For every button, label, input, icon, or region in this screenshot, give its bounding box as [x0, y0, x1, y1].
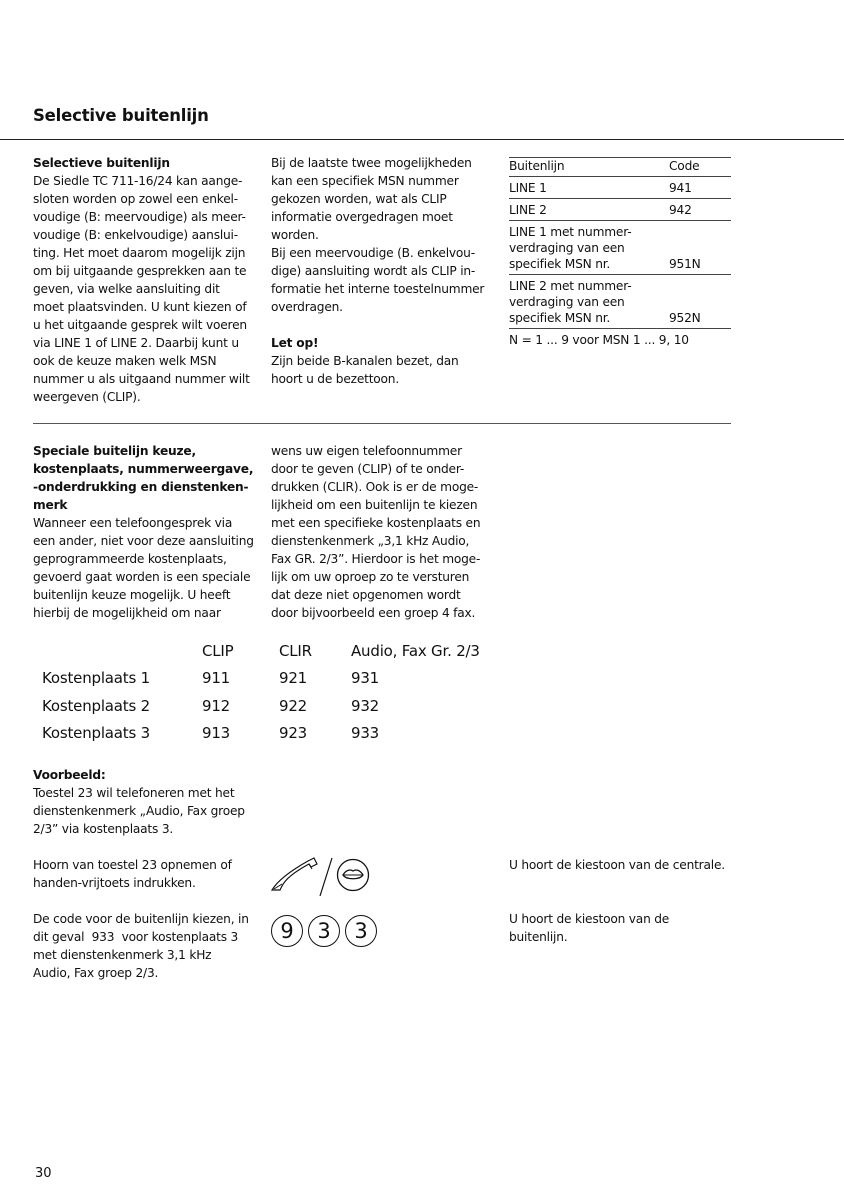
result-line: U hoort de kiestoon van de centrale.: [509, 858, 725, 872]
paragraph-line: ook de keuze maken welk MSN: [33, 354, 217, 368]
row-label: [509, 275, 669, 329]
paragraph-line: door te geven (CLIP) of te onder-: [271, 462, 465, 476]
speciale-buitenlijn-column-1: [33, 442, 268, 622]
example-heading: Voorbeeld:: [33, 768, 106, 782]
paragraph-line: overdragen.: [271, 300, 343, 314]
example-line: dienstenkenmerk „Audio, Fax groep: [33, 804, 245, 818]
cell-audio-fax: 931: [351, 669, 380, 688]
selective-buitenlijn-column-2: [271, 154, 496, 388]
row-label-line: specifiek MSN nr.: [509, 311, 611, 325]
example-line: Toestel 23 wil telefoneren met het: [33, 786, 235, 800]
example-line: 2/3” via kostenplaats 3.: [33, 822, 174, 836]
step-1-result: [509, 856, 769, 874]
paragraph-line: met een specifieke kostenplaats en: [271, 516, 481, 530]
table-row: [33, 692, 480, 720]
table-header-row: [33, 637, 480, 665]
header-clir: CLIR: [279, 641, 312, 660]
digit-key-icon: 3: [345, 915, 377, 947]
paragraph-line: gevoerd gaat worden is een speciale: [33, 570, 251, 584]
paragraph-line: dienstenkenmerk „3,1 kHz Audio,: [271, 534, 470, 548]
header-buitenlijn: Buitenlijn: [509, 158, 669, 177]
paragraph-line: kan een specifiek MSN nummer: [271, 174, 459, 188]
cell-clir: 922: [279, 696, 308, 715]
paragraph-line: een ander, niet voor deze aansluiting: [33, 534, 254, 548]
digit-key-icon: 3: [308, 915, 340, 947]
step-2-instruction: [33, 910, 273, 982]
paragraph-line: via LINE 1 of LINE 2. Daarbij kunt u: [33, 336, 239, 350]
paragraph-line: ting. Het moet daarom mogelijk zijn: [33, 246, 246, 260]
row-label-line: LINE 2 met nummer-: [509, 279, 632, 293]
section-divider: [33, 423, 731, 424]
table-row: [509, 221, 731, 275]
speciale-buitenlijn-column-2: [271, 442, 496, 622]
kostenplaats-table: [33, 637, 480, 747]
table-footnote-row: [509, 329, 731, 349]
title-divider: [0, 139, 844, 140]
paragraph-line: worden.: [271, 228, 319, 242]
example-block: [33, 766, 273, 838]
instruction-line: Audio, Fax groep 2/3.: [33, 966, 159, 980]
paragraph-line: formatie het interne toestelnummer: [271, 282, 485, 296]
paragraph-line: voudige (B: enkelvoudige) aanslui-: [33, 228, 238, 242]
row-label-line: verdraging van een: [509, 241, 625, 255]
speaker-lips-icon: [336, 858, 370, 892]
header-clip: CLIP: [202, 641, 234, 660]
cell-clip: 911: [202, 669, 231, 688]
paragraph-line: om bij uitgaande gesprekken aan te: [33, 264, 247, 278]
section-heading-line: -onderdrukking en dienstenken-: [33, 480, 249, 494]
paragraph-line: door bijvoorbeeld een groep 4 fax.: [271, 606, 476, 620]
cell-kostenplaats: Kostenplaats 1: [42, 669, 150, 688]
page-number: 30: [35, 1166, 52, 1181]
paragraph-line: u het uitgaande gesprek wilt voeren: [33, 318, 247, 332]
paragraph-line: geven, via welke aansluiting dit: [33, 282, 220, 296]
header-code: Code: [669, 158, 731, 177]
row-label: [509, 221, 669, 275]
paragraph-line: informatie overgedragen moet: [271, 210, 453, 224]
paragraph-line: Wanneer een telefoongesprek via: [33, 516, 233, 530]
cell-clip: 913: [202, 724, 231, 743]
buitenlijn-code-table: [509, 157, 731, 348]
cell-clip: 912: [202, 696, 231, 715]
result-line: buitenlijn.: [509, 930, 568, 944]
row-code: 951N: [669, 221, 731, 275]
row-label: LINE 2: [509, 199, 669, 221]
instruction-line: dit geval 933 voor kostenplaats 3: [33, 930, 239, 944]
paragraph-line: hierbij de mogelijkheid om naar: [33, 606, 221, 620]
section-heading: Selectieve buitenlijn: [33, 156, 170, 170]
section-heading-line: merk: [33, 498, 68, 512]
row-label-line: verdraging van een: [509, 295, 625, 309]
paragraph-line: De Siedle TC 711-16/24 kan aange-: [33, 174, 243, 188]
table-footnote: N = 1 ... 9 voor MSN 1 ... 9, 10: [509, 333, 689, 347]
paragraph-line: dat deze niet opgenomen wordt: [271, 588, 461, 602]
note-heading: Let op!: [271, 336, 319, 350]
selective-buitenlijn-column-1: [33, 154, 263, 406]
paragraph-line: dige) aansluiting wordt als CLIP in-: [271, 264, 476, 278]
table-row: [509, 199, 731, 221]
row-label-line: specifiek MSN nr.: [509, 257, 611, 271]
section-heading-line: Speciale buitelijn keuze,: [33, 444, 196, 458]
cell-audio-fax: 932: [351, 696, 380, 715]
step-2-result: [509, 910, 749, 946]
section-heading-line: kostenplaats, nummerweergave,: [33, 462, 254, 476]
note-line: Zijn beide B-kanalen bezet, dan: [271, 354, 459, 368]
cell-kostenplaats: Kostenplaats 2: [42, 696, 150, 715]
paragraph-line: weergeven (CLIP).: [33, 390, 141, 404]
instruction-line: De code voor de buitenlijn kiezen, in: [33, 912, 249, 926]
paragraph-line: Bij een meervoudige (B. enkelvou-: [271, 246, 475, 260]
cell-clir: 921: [279, 669, 308, 688]
row-label-line: LINE 1 met nummer-: [509, 225, 632, 239]
paragraph-line: Fax GR. 2/3”. Hierdoor is het moge-: [271, 552, 481, 566]
paragraph-line: geprogrammeerde kostenplaats,: [33, 552, 227, 566]
step-1-instruction: [33, 856, 268, 892]
paragraph-line: nummer u als uitgaand nummer wilt: [33, 372, 250, 386]
instruction-line: met dienstenkenmerk 3,1 kHz: [33, 948, 212, 962]
row-label: LINE 1: [509, 177, 669, 199]
cell-kostenplaats: Kostenplaats 3: [42, 724, 150, 743]
header-audio-fax: Audio, Fax Gr. 2/3: [351, 641, 480, 660]
paragraph-line: Bij de laatste twee mogelijkheden: [271, 156, 472, 170]
row-code: 952N: [669, 275, 731, 329]
paragraph-line: wens uw eigen telefoonnummer: [271, 444, 462, 458]
paragraph-line: sloten worden op zowel een enkel-: [33, 192, 238, 206]
instruction-line: handen-vrijtoets indrukken.: [33, 876, 196, 890]
row-code: 941: [669, 177, 731, 199]
paragraph-line: moet plaatsvinden. U kunt kiezen of: [33, 300, 247, 314]
instruction-line: Hoorn van toestel 23 opnemen of: [33, 858, 232, 872]
paragraph-line: lijk om uw oproep zo te versturen: [271, 570, 470, 584]
table-row: [33, 720, 480, 748]
table-row: [509, 177, 731, 199]
table-header-row: [509, 158, 731, 177]
paragraph-line: buitenlijn keuze mogelijk. U heeft: [33, 588, 231, 602]
paragraph-line: drukken (CLIR). Ook is er de moge-: [271, 480, 479, 494]
header-empty: [33, 637, 202, 665]
cell-audio-fax: 933: [351, 724, 380, 743]
paragraph-line: gekozen worden, wat als CLIP: [271, 192, 447, 206]
row-code: 942: [669, 199, 731, 221]
note-line: hoort u de bezettoon.: [271, 372, 400, 386]
table-row: [509, 275, 731, 329]
slash-separator: [316, 856, 336, 898]
paragraph-line: lijkheid om een buitenlijn te kiezen: [271, 498, 478, 512]
page-title: Selective buitenlijn: [33, 106, 209, 125]
dial-digits: [271, 915, 377, 947]
table-row: [33, 665, 480, 693]
paragraph-line: voudige (B: meervoudige) als meer-: [33, 210, 246, 224]
result-line: U hoort de kiestoon van de: [509, 912, 670, 926]
cell-clir: 923: [279, 724, 308, 743]
digit-key-icon: 9: [271, 915, 303, 947]
